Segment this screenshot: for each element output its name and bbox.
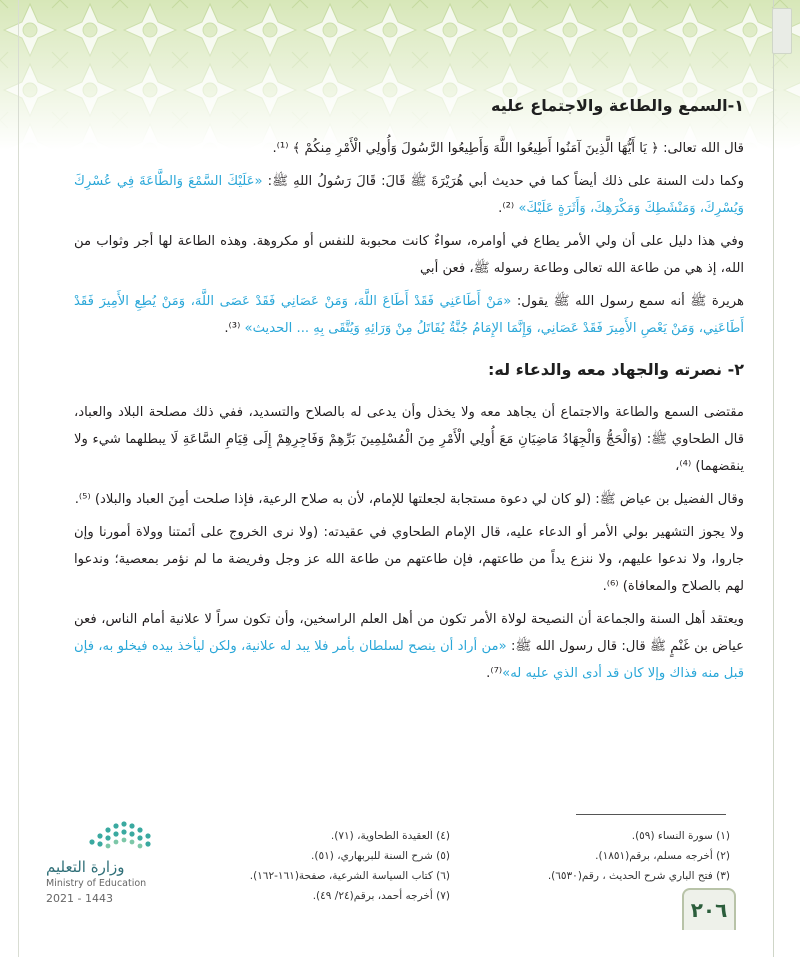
footnote-divider (576, 814, 726, 815)
right-margin-line (773, 0, 774, 957)
ministry-logo-icon (84, 812, 160, 852)
section2-paragraph-2: وقال الفضيل بن عياض ﷺ: (لو كان لي دعوة مستجابة لجعلتها للإمام، لأن به صلاح الرعية، فإذا صلحت أمِنَ العباد والبلاد) ⁽⁵⁾. (74, 492, 744, 507)
hadith-quote-2: «مَنْ أَطَاعَنِي فَقَدْ أَطَاعَ اللَّهَ، وَمَنْ عَصَانِي فَقَدْ عَصَى اللَّهَ، وَمَنْ يُطِعِ الأَمِيرَ فَقَدْ أَطَاعَنِي، وَمَنْ يَعْصِ الأَمِيرَ فَقَدْ عَصَانِي، وَإِنَّمَا الإِمَامُ جُنَّةٌ يُقَاتَلُ مِنْ وَرَائِهِ وَيُتَّقَى بِهِ ... الحديث» (74, 294, 744, 336)
footnote-6: (٦) كتاب السياسة الشرعية، صفحة(١٦١-١٦٢). (249, 870, 450, 882)
section2-paragraph-4-text: ويعتقد أهل السنة والجماعة أن النصيحة لولاة الأمر تكون من أهل العلم الراسخين، وأن تكون سراً لا علانية أمام الناس، فعن عياض بن غَنْمٍ ﷺ قال: قال رسول الله ﷺ: (74, 612, 744, 654)
section2-paragraph-4 (74, 606, 744, 687)
footnote-3: (٣) فتح الباري شرح الحديث ، رقم(٦٥٣٠). (547, 870, 730, 882)
ministry-year: 2021 - 1443 (46, 892, 113, 905)
footnotes (170, 826, 730, 906)
main-content (74, 96, 744, 693)
section1-paragraph-4-text: هريرة ﷺ أنه سمع رسول الله ﷺ يقول: (511, 294, 744, 309)
hadith-quote-3: «من أراد أن ينصح لسلطان بأمر فلا يبد له علانية، ولكن ليأخذ بيده فيخلو به، فإن قبل منه فذاك وإلا كان قد أدى الذي عليه له» (74, 639, 744, 681)
section1-paragraph-4 (74, 288, 744, 342)
section1-paragraph-2 (74, 168, 744, 222)
footnote-ref-2: ⁽²⁾. (498, 201, 519, 216)
section1-paragraph-2-text: وكما دلت السنة على ذلك أيضاً كما في حديث أبي هُرَيْرَةَ ﷺ قَالَ: قَالَ رَسُولُ اللهِ ﷺ: (262, 174, 744, 189)
hadith-quote-1: «عَلَيْكَ السَّمْعَ وَالطَّاعَةَ فِي عُسْرِكَ وَيُسْرِكَ، وَمَنْشَطِكَ وَمَكْرَهِكَ، وَأَثَرَةٍ عَلَيْكَ» (74, 174, 744, 216)
footnote-2: (٢) أخرجه مسلم، برقم(١٨٥١). (595, 850, 730, 862)
footnote-ref-7: ⁽⁷⁾. (486, 666, 503, 681)
section2-title: ٢- نصرته والجهاد معه والدعاء له: (488, 360, 744, 379)
section2-paragraph-1: مقتضى السمع والطاعة والاجتماع أن يجاهد معه ولا يخذل وأن يدعى له بالصلاح والتسديد، ففي ذلك مصلحة البلاد والعباد، قال الطحاوي ﷺ: (وَالْحَجُّ وَالْجِهَادُ مَاضِيَانِ مَعَ أُولِي الْأَمْرِ مِنَ الْمُسْلِمِينَ بَرِّهِمْ وَفَاجِرِهِمْ إِلَى قِيَامِ السَّاعَةِ لَا يبطلهما شيء ولا ينقضهما) ⁽⁴⁾، (74, 405, 744, 474)
section2-paragraph-3: ولا يجوز التشهير بولي الأمر أو الدعاء عليه، قال الإمام الطحاوي في عقيدته: (ولا نرى الخروج على أئمتنا وولاة أمورنا وإن جاروا، ولا ندعوا عليهم، ولا ننزع يداً من طاعتهم، فإن طاعتهم من طاعة الله عز وجل وفريضة ما لم نؤمر بمعصية؛ وندعوا لهم بالصلاح والمعافاة) ⁽⁶⁾. (74, 525, 744, 594)
section1-paragraph-1: قال الله تعالى: ﴿ يَا أَيُّهَا الَّذِينَ آمَنُوا أَطِيعُوا اللَّهَ وَأَطِيعُوا الرَّسُولَ وَأُولِي الْأَمْرِ مِنكُمْ ﴾ ⁽¹⁾. (272, 141, 744, 156)
footnote-4: (٤) العقيدة الطحاوية، (٧١). (330, 830, 450, 842)
left-margin-line (18, 0, 19, 957)
footnote-5: (٥) شرح السنة للبربهاري، (٥١). (311, 850, 450, 862)
page-tab (772, 8, 792, 54)
section1-title: ١-السمع والطاعة والاجتماع عليه (491, 96, 744, 115)
footnote-1: (١) سورة النساء (٥٩). (631, 830, 730, 842)
ministry-english: Ministry of Education (46, 878, 147, 889)
footnote-7: (٧) أخرجه أحمد، برقم(٢٤/ ٤٩). (312, 890, 450, 902)
footnotes-left-column (170, 826, 450, 906)
section1-paragraph-3: وفي هذا دليل على أن ولي الأمر يطاع في أوامره، سواءٌ كانت محبوبة للنفس أو مكروهة. وهذه الطاعة لها أجر وثواب من الله، إذ هي من طاعة الله تعالى وطاعة رسوله ﷺ، فعن أبي (74, 234, 744, 276)
footnote-ref-3: ⁽³⁾. (224, 321, 245, 336)
page-number: ٢٠٦ (682, 888, 736, 930)
ministry-brand: وزارة التعليم (46, 858, 125, 876)
ministry-logo (40, 808, 160, 918)
